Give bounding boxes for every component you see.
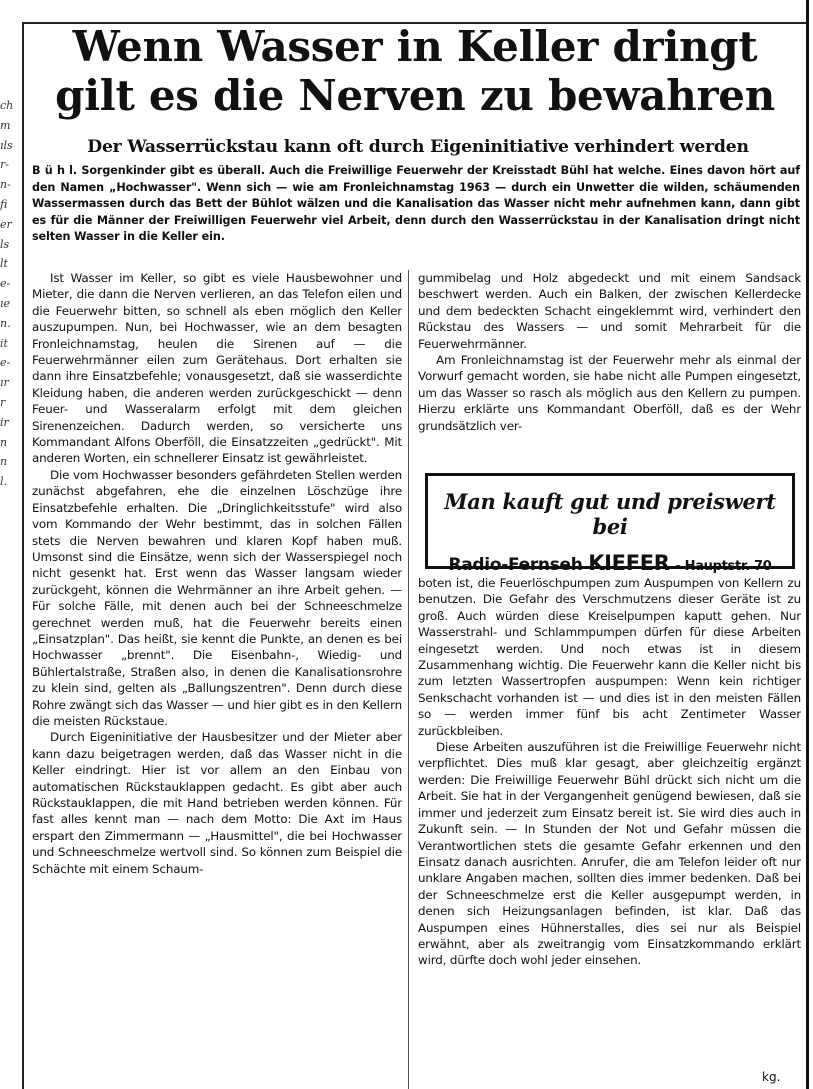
headline-line-2: gilt es die Nerven zu bewahren (55, 71, 775, 120)
edge-fragment: n- (0, 178, 11, 192)
headline-line-1: Wenn Wasser in Keller dringt (72, 22, 758, 71)
ad-brand: KIEFER (588, 551, 670, 575)
paragraph: Durch Eigeninitiative der Hausbesitzer und der Mieter aber kann dazu beigetragen werden, daß das Wasser nicht in die Keller eindringt. Hier ist vor allem an den Einbau von automatischen Rückstauklappen gedacht. Es gibt aber auch Rückstauklappen, die mit Hand betrieben werden können. Für fast alles kennt man — nach dem Motto: Die Axt im Haus erspart den Zimmermann — „Hausmittel", die bei Hochwasser und Schneeschmelze wertvoll sind. So können zum Beispiel die Schächte mit einem Schaum- (32, 730, 402, 876)
neighbour-column-fragments (0, 96, 18, 516)
column-rule-left (22, 22, 24, 1089)
edge-fragment: ls (0, 237, 10, 251)
edge-fragment: ir (0, 415, 9, 429)
edge-fragment: ıls (0, 138, 13, 152)
paragraph: Diese Arbeiten auszuführen ist die Freiwillige Feuerwehr nicht verpflichtet. Dies muß klar gesagt, aber gleichzeitig ergänzt werden: Die Freiwillige Feuerwehr Bühl drückt sich nicht um die Arbeit. Sie hat in der Vergangenheit genügend bewiesen, daß sie immer und jederzeit zum Einsatz bereit ist. Sie wird dies auch in Zukunft sein. — In Stunden der Not und Gefahr müssen die Verantwortlichen stets die gesamte Gefahr erkennen und den Einsatz danach ausrichten. Anrufer, die am Telefon leider oft nur unklare Angaben machen, sollten dies immer bedenken. Daß bei der Schneeschmelze erst die Keller ausgepumpt werden, in denen sich Heizungsanlagen befinden, ist klar. Daß das Auspumpen eines Hühnerstalles, dies sei nur als Beispiel erwähnt, aber als zweitrangig vom Einsatzkommando erklärt wird, dürfte doch wohl jeder einsehen. (418, 740, 801, 968)
ad-slogan: Man kauft gut und preiswert bei (444, 489, 776, 539)
paragraph: Am Fronleichnamstag ist der Feuerwehr mehr als einmal der Vorwurf gemacht worden, sie habe nicht alle Pumpen eingesetzt, um das Wasser so rasch als möglich aus den Kellern zu pumpen. Hierzu erklärte uns Kommandant Oberföll, daß es der Wehr grundsätzlich ver- (418, 353, 801, 433)
edge-fragment: fi (0, 197, 8, 211)
headline (30, 22, 800, 120)
edge-fragment: n (0, 455, 8, 469)
ad-address: - Hauptstr. 70 (675, 559, 772, 574)
edge-fragment: er (0, 217, 12, 231)
edge-fragment: ıe (0, 296, 11, 310)
edge-fragment: r- (0, 158, 9, 172)
right-column-top (418, 270, 801, 468)
ad-business-line (428, 551, 792, 575)
page-edge-right (806, 0, 809, 1089)
paragraph: Die vom Hochwasser besonders gefährdeten Stellen werden zunächst abgefahren, ehe die einzelnen Löschzüge ihre Einsatzbefehle erhalten. Die „Dringlichkeitsstufe" wird also vom Kommando der Wehr bestimmt, das in solchen Fällen stets die Nerven bewahren und klaren Kopf haben muß. Umsonst sind die Einsätze, wenn sich der Wasserspiegel noch nicht gesenkt hat. Erst wenn das Wasser langsam wieder zurückgeht, können die Wehrmänner an ihre Arbeit gehen. — Für solche Fälle, mit denen auch bei der Schneeschmelze gerechnet werden muß, hat die Feuerwehr bereits einen „Einsatzplan". Das heißt, sie kennt die Punkte, an denen es bei Hochwasser „brennt". Die Eisenbahn-, Wiedig- und Bühlertalstraße, Straßen also, in denen die Kanalisationsrohre zu klein sind, gelten als „Ballungszentren". Denn durch diese Rohre zwängt sich das Wasser — und hier gibt es in den Kellern die meisten Rückstaue. (32, 467, 402, 728)
right-column-bottom (418, 575, 801, 1080)
author-signature: kg. (762, 1070, 781, 1084)
column-rule-middle (408, 270, 409, 1089)
edge-fragment: n (0, 435, 8, 449)
edge-fragment: ch (0, 99, 14, 112)
edge-fragment: m (0, 118, 11, 132)
edge-fragment: l. (0, 475, 8, 489)
paragraph: Ist Wasser im Keller, so gibt es viele Hausbewohner und Mieter, die dann die Nerven verlieren, an das Telefon eilen und die Feuerwehr bitten, so schnell als eben möglich den Keller auszupumpen. Nun, bei Hochwasser, wie an dem besagten Fronleichnamstag, heulen die Sirenen auf — die Feuerwehrmänner eilen zum Gerätehaus. Dort erhalten sie dann ihre Einsatzbefehle; vonausgesetzt, daß sie wasserdichte Kleidung haben, die anderen werden zurückgeschickt — denn Feuer- und Wasseralarm erfolgt mit dem gleichen Sirenenzeichen. Dadurch werden, so versicherte uns Kommandant Alfons Oberföll, die Einsatzzeiten „gedrückt". Mit anderen Worten, ein schnellerer Einsatz ist gewährleistet. (32, 271, 402, 466)
left-column (32, 270, 402, 1030)
ad-business-type: Radio-Fernseh (448, 555, 583, 575)
edge-fragment: it (0, 336, 8, 350)
paragraph: gummibelag und Holz abgedeckt und mit einem Sandsack beschwert werden. Auch ein Balken, der zwischen Kellerdecke und dem bedeckten Schacht eingeklemmt wird, verhindert den Rückstau des Wassers — und somit Mehrarbeit für die Feuerwehrmänner. (418, 271, 801, 351)
edge-fragment: ır (0, 376, 9, 390)
edge-fragment: r (0, 395, 6, 409)
edge-fragment: n. (0, 316, 11, 330)
subheadline: Der Wasserrückstau kann oft durch Eigeninitiative verhindert werden (87, 137, 749, 157)
edge-fragment: lt (0, 257, 8, 271)
advertisement-box (425, 473, 795, 575)
paragraph: boten ist, die Feuerlöschpumpen zum Auspumpen von Kellern zu benutzen. Die Gefahr des Verschmutzens dieser Geräte ist zu groß. Auch würden diese Kreiselpumpen kaputt gehen. Nur Wasserstrahl- und Schlammpumpen dürfen für diese Arbeiten eingesetzt werden. Und noch etwas ist in diesem Zusammenhang wichtig. Die Feuerwehr kann die Keller nicht bis zum letzten Wassertropfen auspumpen: Wenn kein richtiger Senkschacht vorhanden ist — und dies ist in den meisten Fällen so — werden immer fünf bis acht Zentimeter Wasser zurückbleiben. (418, 576, 801, 738)
edge-fragment: e- (0, 356, 11, 370)
lead-paragraph: B ü h l. Sorgenkinder gibt es überall. Auch die Freiwillige Feuerwehr der Kreisstadt Bühl hat welche. Eines davon hört auf den Namen „Hochwasser". Wenn sich — wie am Fronleichnamstag 1963 — durch ein Unwetter die wilden, schäumenden Wassermassen durch das Bett der Bühlot wälzen und die Kanalisation das Wasser nicht mehr aufnehmen kann, dann gibt es für die Männer der Freiwilligen Feuerwehr viel Arbeit, denn durch den Wasserrückstau in der Kanalisation dringt nicht selten Wasser in die Keller ein. (32, 164, 800, 243)
edge-fragment: e- (0, 277, 11, 291)
